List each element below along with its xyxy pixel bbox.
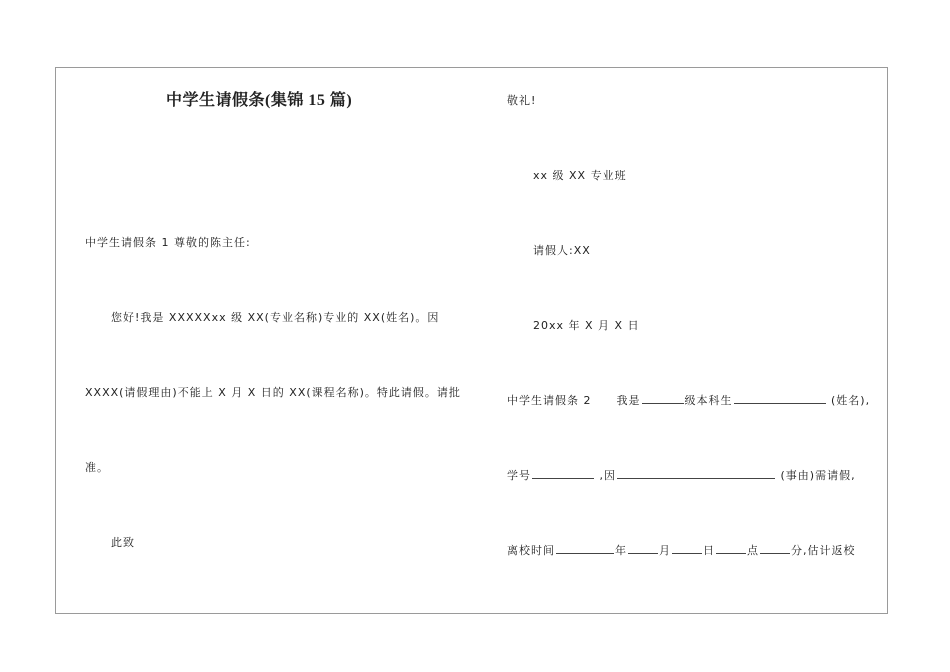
note2-line1: [507, 393, 870, 408]
note1-paragraph-line3: 准。: [85, 461, 109, 474]
note2-text: 日: [703, 544, 715, 557]
note2-heading: 中学生请假条 2: [507, 394, 592, 407]
note1-salute: 敬礼!: [507, 94, 537, 107]
note1-class-line: xx 级 XX 专业班: [533, 169, 627, 182]
note2-text: (事由)需请假,: [780, 469, 856, 482]
note2-text: 分,估计返校: [791, 544, 856, 557]
note1-paragraph-line1: 您好!我是 XXXXXxx 级 XX(专业名称)专业的 XX(姓名)。因: [111, 311, 440, 324]
note2-text: 学号: [507, 469, 531, 482]
note2-text: (姓名),: [831, 394, 871, 407]
page-frame: [55, 67, 888, 614]
note2-text: 月: [659, 544, 671, 557]
year-blank: [556, 543, 614, 554]
note2-line3: [507, 543, 856, 558]
name-blank: [734, 393, 826, 404]
note1-date: 20xx 年 X 月 X 日: [533, 319, 640, 332]
note1-paragraph-line2: XXXX(请假理由)不能上 X 月 X 日的 XX(课程名称)。特此请假。请批: [85, 386, 461, 399]
note2-text: ,因: [599, 469, 616, 482]
month-blank: [628, 543, 658, 554]
minute-blank: [760, 543, 790, 554]
document-title: 中学生请假条(集锦 15 篇): [166, 92, 353, 109]
student-id-blank: [532, 468, 594, 479]
note2-text: 级本科生: [684, 394, 733, 407]
hour-blank: [716, 543, 746, 554]
day-blank: [672, 543, 702, 554]
reason-blank: [617, 468, 775, 479]
grade-blank: [642, 393, 684, 404]
note2-text: 点: [747, 544, 759, 557]
note2-text: 年: [615, 544, 627, 557]
note1-closing: 此致: [111, 536, 135, 549]
note1-heading: 中学生请假条 1 尊敬的陈主任:: [85, 236, 251, 249]
note1-applicant: 请假人:XX: [533, 244, 591, 257]
note2-line2: [507, 468, 856, 483]
note2-text: 离校时间: [507, 544, 555, 557]
note2-text: 我是: [616, 394, 641, 407]
